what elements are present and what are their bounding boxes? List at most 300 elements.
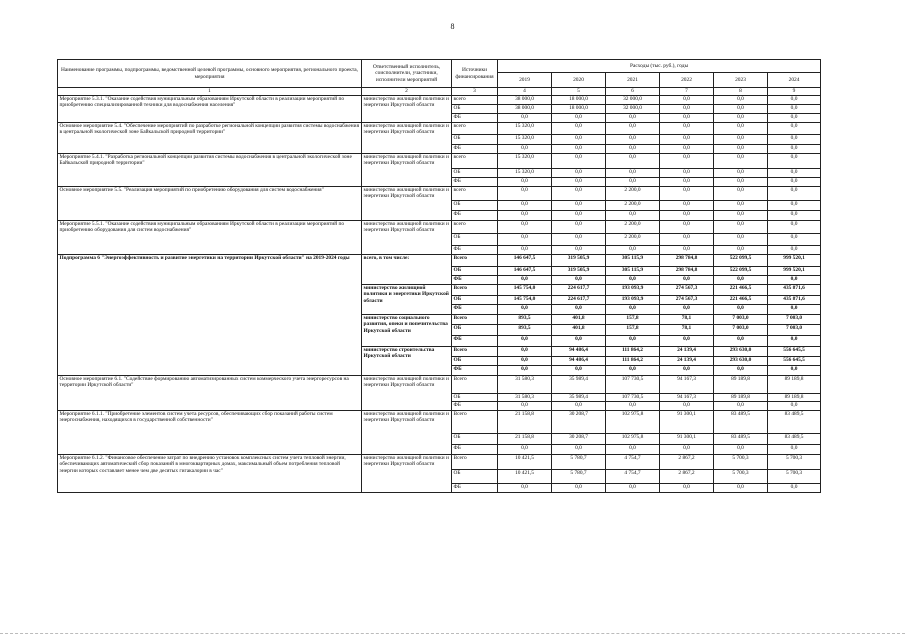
amount-cell: 0,0: [552, 402, 606, 411]
funding-source-cell: ФБ: [452, 305, 498, 315]
amount-cell: 38 000,0: [498, 96, 552, 105]
funding-source-cell: ОБ: [452, 267, 498, 276]
amount-cell: 0,0: [606, 154, 660, 169]
funding-source-cell: всего: [452, 221, 498, 234]
amount-cell: 556 645,5: [768, 357, 821, 366]
amount-cell: 0,0: [714, 366, 768, 376]
funding-source-cell: Всего: [452, 376, 498, 394]
amount-cell: 0,0: [660, 145, 714, 154]
amount-cell: 319 505,9: [552, 255, 606, 267]
amount-cell: 89 189,8: [768, 394, 821, 402]
amount-cell: 0,0: [714, 305, 768, 315]
amount-cell: 94 167,3: [660, 376, 714, 394]
funding-source-cell: ОБ: [452, 201, 498, 211]
funding-source-cell: ОБ: [452, 296, 498, 305]
amount-cell: 0,0: [714, 154, 768, 169]
year-header: 2021: [606, 73, 660, 88]
amount-cell: 0,0: [714, 187, 768, 201]
amount-cell: 0,0: [552, 276, 606, 285]
amount-cell: 0,0: [552, 305, 606, 315]
program-name-cell: Основное мероприятие 6.1. "Содействие формированию автоматизированных систем коммерческого учета энергоресурсов на территории Иркутской области": [58, 376, 362, 411]
program-name-cell: Мероприятие 6.1.2. "Финансовое обеспечение затрат по внедрению установок комплексных систем учета тепловой энергии, обеспечивающих автоматический сбор показаний в многоквартирных домах, максимальный объем потребления тепловой энергии которых составляет менее чем две десятых гигакалории в час": [58, 455, 362, 493]
amount-cell: 21 158,8: [498, 434, 552, 445]
amount-cell: 38 000,0: [498, 105, 552, 114]
amount-cell: 89 189,8: [768, 376, 821, 394]
amount-cell: 0,0: [606, 169, 660, 178]
amount-cell: 0,0: [660, 178, 714, 187]
amount-cell: 0,0: [714, 114, 768, 123]
amount-cell: 0,0: [498, 445, 552, 455]
amount-cell: 5 780,7: [552, 470, 606, 484]
amount-cell: 0,0: [498, 402, 552, 411]
column-number: 2: [362, 88, 452, 96]
amount-cell: 0,0: [498, 276, 552, 285]
amount-cell: 435 871,6: [768, 296, 821, 305]
amount-cell: 102 975,8: [606, 434, 660, 445]
funding-source-cell: ФБ: [452, 366, 498, 376]
amount-cell: 0,0: [552, 246, 606, 255]
amount-cell: 0,0: [660, 96, 714, 105]
funding-source-cell: Всего: [452, 315, 498, 325]
amount-cell: 0,0: [768, 169, 821, 178]
amount-cell: 30 208,7: [552, 434, 606, 445]
amount-cell: 0,0: [606, 366, 660, 376]
amount-cell: 83 489,5: [714, 434, 768, 445]
amount-cell: 0,0: [552, 445, 606, 455]
amount-cell: 0,0: [552, 123, 606, 135]
amount-cell: 0,0: [768, 366, 821, 376]
funding-source-cell: ФБ: [452, 445, 498, 455]
page-number: 8: [450, 22, 455, 31]
amount-cell: 0,0: [768, 276, 821, 285]
funding-source-cell: всего: [452, 96, 498, 105]
table-row: [58, 411, 821, 434]
amount-cell: 0,0: [498, 357, 552, 366]
program-name-cell: Основное мероприятие 5.4. "Обеспечение мероприятий по разработке региональной концепции развития системы водоснабжения в центральной экологической зоне Байкальской природной территории": [58, 123, 362, 154]
amount-cell: 0,0: [606, 211, 660, 221]
amount-cell: 0,0: [714, 484, 768, 493]
amount-cell: 0,0: [498, 234, 552, 246]
amount-cell: 24 139,4: [660, 357, 714, 366]
amount-cell: 94 486,4: [552, 357, 606, 366]
amount-cell: 0,0: [552, 484, 606, 493]
amount-cell: 0,0: [498, 178, 552, 187]
funding-source-cell: ФБ: [452, 114, 498, 123]
amount-cell: 0,0: [498, 211, 552, 221]
amount-cell: 0,0: [714, 402, 768, 411]
amount-cell: 0,0: [660, 445, 714, 455]
amount-cell: 0,0: [552, 178, 606, 187]
funding-source-cell: ОБ: [452, 135, 498, 145]
table-row: [58, 154, 821, 169]
header-executor: Ответственный исполнитель, соисполнители, участники, исполнители мероприятий: [362, 60, 452, 88]
amount-cell: 0,0: [552, 201, 606, 211]
amount-cell: 145 754,0: [498, 296, 552, 305]
amount-cell: 0,0: [606, 305, 660, 315]
amount-cell: 0,0: [660, 105, 714, 114]
amount-cell: 2 200,0: [606, 221, 660, 234]
funding-source-cell: ФБ: [452, 276, 498, 285]
table-row: [58, 123, 821, 135]
year-header: 2019: [498, 73, 552, 88]
executor-cell: министерство жилищной политики и энергетики Иркутской области: [362, 154, 452, 187]
amount-cell: 0,0: [768, 484, 821, 493]
executor-cell: министерство жилищной политики и энергетики Иркутской области: [362, 123, 452, 154]
amount-cell: 522 099,5: [714, 267, 768, 276]
amount-cell: 0,0: [606, 402, 660, 411]
funding-source-cell: Всего: [452, 255, 498, 267]
year-header: 2022: [660, 73, 714, 88]
executor-cell: министерство жилищной политики и энергетики Иркутской области: [362, 187, 452, 221]
amount-cell: 0,0: [660, 135, 714, 145]
amount-cell: 0,0: [714, 201, 768, 211]
amount-cell: 0,0: [714, 105, 768, 114]
column-numbers-row: [58, 88, 821, 96]
table-row: [58, 455, 821, 470]
amount-cell: 0,0: [714, 145, 768, 154]
amount-cell: 435 871,6: [768, 285, 821, 296]
amount-cell: 0,0: [552, 114, 606, 123]
amount-cell: 10 421,5: [498, 455, 552, 470]
executor-cell: министерство жилищной политики и энергетики Иркутской области: [362, 411, 452, 455]
column-number: 4: [498, 88, 552, 96]
amount-cell: 91 300,1: [660, 434, 714, 445]
amount-cell: 2 200,0: [606, 234, 660, 246]
amount-cell: 0,0: [552, 234, 606, 246]
amount-cell: 0,0: [552, 187, 606, 201]
amount-cell: 0,0: [498, 336, 552, 347]
amount-cell: 0,0: [498, 145, 552, 154]
amount-cell: 83 489,5: [768, 434, 821, 445]
header-name: Наименование программы, подпрограммы, ведомственной целевой программы, основного мероприятия, регионального проекта, мероприятия: [58, 60, 362, 88]
amount-cell: 94 486,4: [552, 347, 606, 357]
amount-cell: 556 645,5: [768, 347, 821, 357]
amount-cell: 0,0: [498, 221, 552, 234]
amount-cell: 0,0: [768, 246, 821, 255]
amount-cell: 0,0: [714, 276, 768, 285]
amount-cell: 0,0: [498, 201, 552, 211]
amount-cell: 0,0: [552, 135, 606, 145]
column-number: 6: [606, 88, 660, 96]
amount-cell: 0,0: [660, 402, 714, 411]
amount-cell: 10 421,5: [498, 470, 552, 484]
funding-source-cell: ФБ: [452, 178, 498, 187]
funding-source-cell: всего: [452, 187, 498, 201]
header-source: Источники финансирования: [452, 60, 498, 88]
funding-source-cell: Всего: [452, 285, 498, 296]
executor-cell: министерство строительства Иркутской области: [362, 347, 452, 376]
amount-cell: 7 003,0: [714, 325, 768, 336]
amount-cell: 0,0: [606, 246, 660, 255]
amount-cell: 0,0: [714, 169, 768, 178]
amount-cell: 0,0: [660, 221, 714, 234]
amount-cell: 0,0: [714, 211, 768, 221]
amount-cell: 0,0: [660, 154, 714, 169]
amount-cell: 0,0: [714, 178, 768, 187]
amount-cell: 5 700,3: [714, 470, 768, 484]
amount-cell: 999 520,1: [768, 267, 821, 276]
header-expenses: Расходы (тыс. руб.), годы: [498, 60, 821, 73]
amount-cell: 4 754,7: [606, 470, 660, 484]
funding-source-cell: ОБ: [452, 325, 498, 336]
amount-cell: 0,0: [768, 154, 821, 169]
program-name-cell: Основное мероприятие 5.5. "Реализация мероприятий по приобретению оборудования для систем водоснабжения": [58, 187, 362, 221]
funding-source-cell: ОБ: [452, 470, 498, 484]
amount-cell: 0,0: [606, 445, 660, 455]
amount-cell: 32 000,0: [606, 96, 660, 105]
funding-source-cell: ФБ: [452, 336, 498, 347]
amount-cell: 111 864,2: [606, 357, 660, 366]
table-row: [58, 255, 821, 267]
year-header: 2020: [552, 73, 606, 88]
amount-cell: 0,0: [660, 234, 714, 246]
amount-cell: 83 489,5: [768, 411, 821, 434]
amount-cell: 2 867,2: [660, 470, 714, 484]
amount-cell: 401,8: [552, 315, 606, 325]
amount-cell: 0,0: [606, 178, 660, 187]
column-number: 5: [552, 88, 606, 96]
amount-cell: 319 505,9: [552, 267, 606, 276]
year-header: 2024: [768, 73, 821, 88]
amount-cell: 0,0: [768, 402, 821, 411]
amount-cell: 0,0: [498, 484, 552, 493]
amount-cell: 31 580,3: [498, 394, 552, 402]
amount-cell: 0,0: [714, 135, 768, 145]
funding-source-cell: ОБ: [452, 169, 498, 178]
amount-cell: 999 520,1: [768, 255, 821, 267]
column-number: 8: [714, 88, 768, 96]
funding-source-cell: ФБ: [452, 484, 498, 493]
amount-cell: 0,0: [768, 336, 821, 347]
amount-cell: 7 003,0: [714, 315, 768, 325]
budget-table: [57, 59, 821, 493]
amount-cell: 0,0: [498, 305, 552, 315]
amount-cell: 18 000,0: [552, 105, 606, 114]
program-name-cell: Мероприятие 6.1.1. "Приобретение элементов систем учета ресурсов, обеспечивающих сбор показаний работы систем энергоснабжения, находящихся в государственной собственности": [58, 411, 362, 455]
amount-cell: 0,0: [714, 221, 768, 234]
program-name-cell: Мероприятие 5.4.1. "Разработка региональной концепции развития системы водоснабжения в центральной экологической зоне Байкальской природной территории": [58, 154, 362, 187]
amount-cell: 0,0: [660, 114, 714, 123]
amount-cell: 0,0: [714, 123, 768, 135]
column-number: 1: [58, 88, 362, 96]
amount-cell: 2 200,0: [606, 201, 660, 211]
amount-cell: 0,0: [768, 221, 821, 234]
amount-cell: 893,5: [498, 325, 552, 336]
amount-cell: 0,0: [606, 135, 660, 145]
funding-source-cell: ФБ: [452, 246, 498, 255]
amount-cell: 0,0: [714, 445, 768, 455]
amount-cell: 193 093,9: [606, 296, 660, 305]
amount-cell: 274 567,3: [660, 296, 714, 305]
amount-cell: 5 700,3: [768, 470, 821, 484]
amount-cell: 31 580,3: [498, 376, 552, 394]
executor-cell: всего, в том числе:: [362, 255, 452, 285]
amount-cell: 94 167,3: [660, 394, 714, 402]
amount-cell: 0,0: [498, 246, 552, 255]
amount-cell: 2 867,2: [660, 455, 714, 470]
amount-cell: 0,0: [660, 246, 714, 255]
amount-cell: 221 466,5: [714, 285, 768, 296]
amount-cell: 35 989,4: [552, 394, 606, 402]
amount-cell: 0,0: [498, 366, 552, 376]
amount-cell: 15 320,0: [498, 123, 552, 135]
amount-cell: 0,0: [660, 336, 714, 347]
amount-cell: 0,0: [552, 221, 606, 234]
amount-cell: 145 754,0: [498, 285, 552, 296]
amount-cell: 0,0: [498, 347, 552, 357]
amount-cell: 0,0: [660, 276, 714, 285]
program-name-cell: Подпрограмма 6 "Энергоэффективность и развитие энергетики на территории Иркутской области" на 2019-2024 годы: [58, 255, 362, 376]
amount-cell: 157,8: [606, 325, 660, 336]
amount-cell: 7 003,0: [768, 315, 821, 325]
amount-cell: 5 780,7: [552, 455, 606, 470]
amount-cell: 18 000,0: [552, 96, 606, 105]
amount-cell: 0,0: [768, 135, 821, 145]
funding-source-cell: ФБ: [452, 211, 498, 221]
funding-source-cell: ОБ: [452, 357, 498, 366]
amount-cell: 0,0: [768, 105, 821, 114]
amount-cell: 0,0: [660, 201, 714, 211]
executor-cell: министерство жилищной политики и энергетики Иркутской области: [362, 376, 452, 411]
amount-cell: 30 208,7: [552, 411, 606, 434]
amount-cell: 298 784,8: [660, 255, 714, 267]
amount-cell: 111 864,2: [606, 347, 660, 357]
amount-cell: 107 730,5: [606, 394, 660, 402]
amount-cell: 89 189,8: [714, 394, 768, 402]
funding-source-cell: ОБ: [452, 394, 498, 402]
amount-cell: 293 630,0: [714, 357, 768, 366]
amount-cell: 5 700,3: [768, 455, 821, 470]
page-edge-line: [0, 633, 905, 637]
column-number: 3: [452, 88, 498, 96]
amount-cell: 0,0: [768, 445, 821, 455]
amount-cell: 0,0: [768, 187, 821, 201]
column-number: 9: [768, 88, 821, 96]
amount-cell: 91 300,1: [660, 411, 714, 434]
amount-cell: 0,0: [660, 484, 714, 493]
amount-cell: 0,0: [660, 211, 714, 221]
amount-cell: 0,0: [768, 211, 821, 221]
amount-cell: 24 139,4: [660, 347, 714, 357]
amount-cell: 32 000,0: [606, 105, 660, 114]
amount-cell: 5 700,3: [714, 455, 768, 470]
amount-cell: 0,0: [552, 336, 606, 347]
amount-cell: 2 200,0: [606, 187, 660, 201]
amount-cell: 522 099,5: [714, 255, 768, 267]
amount-cell: 0,0: [714, 246, 768, 255]
funding-source-cell: ФБ: [452, 402, 498, 411]
amount-cell: 146 647,5: [498, 255, 552, 267]
amount-cell: 0,0: [768, 234, 821, 246]
program-name-cell: Мероприятие 5.3.1. "Оказание содействия муниципальным образованиям Иркутской области в реализации мероприятий по приобретению специализированной техники для водоснабжения населения": [58, 96, 362, 123]
amount-cell: 0,0: [768, 145, 821, 154]
amount-cell: 0,0: [660, 123, 714, 135]
amount-cell: 15 320,0: [498, 154, 552, 169]
amount-cell: 0,0: [768, 123, 821, 135]
amount-cell: 305 115,9: [606, 267, 660, 276]
amount-cell: 221 466,5: [714, 296, 768, 305]
amount-cell: 401,8: [552, 325, 606, 336]
table-row: [58, 376, 821, 394]
amount-cell: 0,0: [606, 123, 660, 135]
column-number: 7: [660, 88, 714, 96]
funding-source-cell: Всего: [452, 455, 498, 470]
amount-cell: 83 489,5: [714, 411, 768, 434]
executor-cell: министерство жилищной политики и энергетики Иркутской области: [362, 96, 452, 123]
amount-cell: 78,1: [660, 315, 714, 325]
amount-cell: 0,0: [660, 169, 714, 178]
amount-cell: 274 567,3: [660, 285, 714, 296]
amount-cell: 0,0: [498, 114, 552, 123]
amount-cell: 157,8: [606, 315, 660, 325]
funding-source-cell: Всего: [452, 411, 498, 434]
table-row: [58, 221, 821, 234]
amount-cell: 0,0: [606, 276, 660, 285]
amount-cell: 0,0: [606, 114, 660, 123]
amount-cell: 0,0: [714, 234, 768, 246]
executor-cell: министерство социального развития, опеки и попечительства Иркутской области: [362, 315, 452, 347]
funding-source-cell: всего: [452, 154, 498, 169]
amount-cell: 0,0: [768, 96, 821, 105]
amount-cell: 0,0: [552, 169, 606, 178]
program-name-cell: Мероприятие 5.5.1. "Оказание содействия муниципальным образованиям Иркутской области в реализации мероприятий по приобретению оборудования для систем водоснабжения": [58, 221, 362, 255]
executor-cell: министерство жилищной политики и энергетики Иркутской области: [362, 455, 452, 493]
table-body: [58, 96, 821, 493]
amount-cell: 0,0: [606, 484, 660, 493]
amount-cell: 0,0: [660, 366, 714, 376]
amount-cell: 0,0: [498, 187, 552, 201]
amount-cell: 298 784,8: [660, 267, 714, 276]
amount-cell: 305 115,9: [606, 255, 660, 267]
amount-cell: 0,0: [552, 366, 606, 376]
amount-cell: 146 647,5: [498, 267, 552, 276]
amount-cell: 0,0: [552, 211, 606, 221]
amount-cell: 0,0: [714, 96, 768, 105]
amount-cell: 0,0: [768, 305, 821, 315]
amount-cell: 107 730,5: [606, 376, 660, 394]
amount-cell: 893,5: [498, 315, 552, 325]
funding-source-cell: ОБ: [452, 434, 498, 445]
amount-cell: 15 320,0: [498, 135, 552, 145]
amount-cell: 0,0: [606, 336, 660, 347]
funding-source-cell: ФБ: [452, 145, 498, 154]
amount-cell: 193 093,9: [606, 285, 660, 296]
amount-cell: 21 158,8: [498, 411, 552, 434]
amount-cell: 4 754,7: [606, 455, 660, 470]
amount-cell: 89 189,8: [714, 376, 768, 394]
executor-cell: министерство жилищной политики и энергетики Иркутской области: [362, 285, 452, 315]
amount-cell: 0,0: [768, 114, 821, 123]
funding-source-cell: ОБ: [452, 105, 498, 114]
funding-source-cell: ОБ: [452, 234, 498, 246]
funding-source-cell: всего: [452, 123, 498, 135]
year-header: 2023: [714, 73, 768, 88]
amount-cell: 224 617,7: [552, 296, 606, 305]
amount-cell: 78,1: [660, 325, 714, 336]
amount-cell: 0,0: [768, 201, 821, 211]
amount-cell: 0,0: [768, 178, 821, 187]
funding-source-cell: Всего: [452, 347, 498, 357]
amount-cell: 0,0: [660, 305, 714, 315]
amount-cell: 293 630,0: [714, 347, 768, 357]
amount-cell: 15 320,0: [498, 169, 552, 178]
executor-cell: министерство жилищной политики и энергетики Иркутской области: [362, 221, 452, 255]
amount-cell: 224 617,7: [552, 285, 606, 296]
amount-cell: 0,0: [714, 336, 768, 347]
amount-cell: 0,0: [552, 154, 606, 169]
table-row: [58, 96, 821, 105]
table-row: [58, 187, 821, 201]
